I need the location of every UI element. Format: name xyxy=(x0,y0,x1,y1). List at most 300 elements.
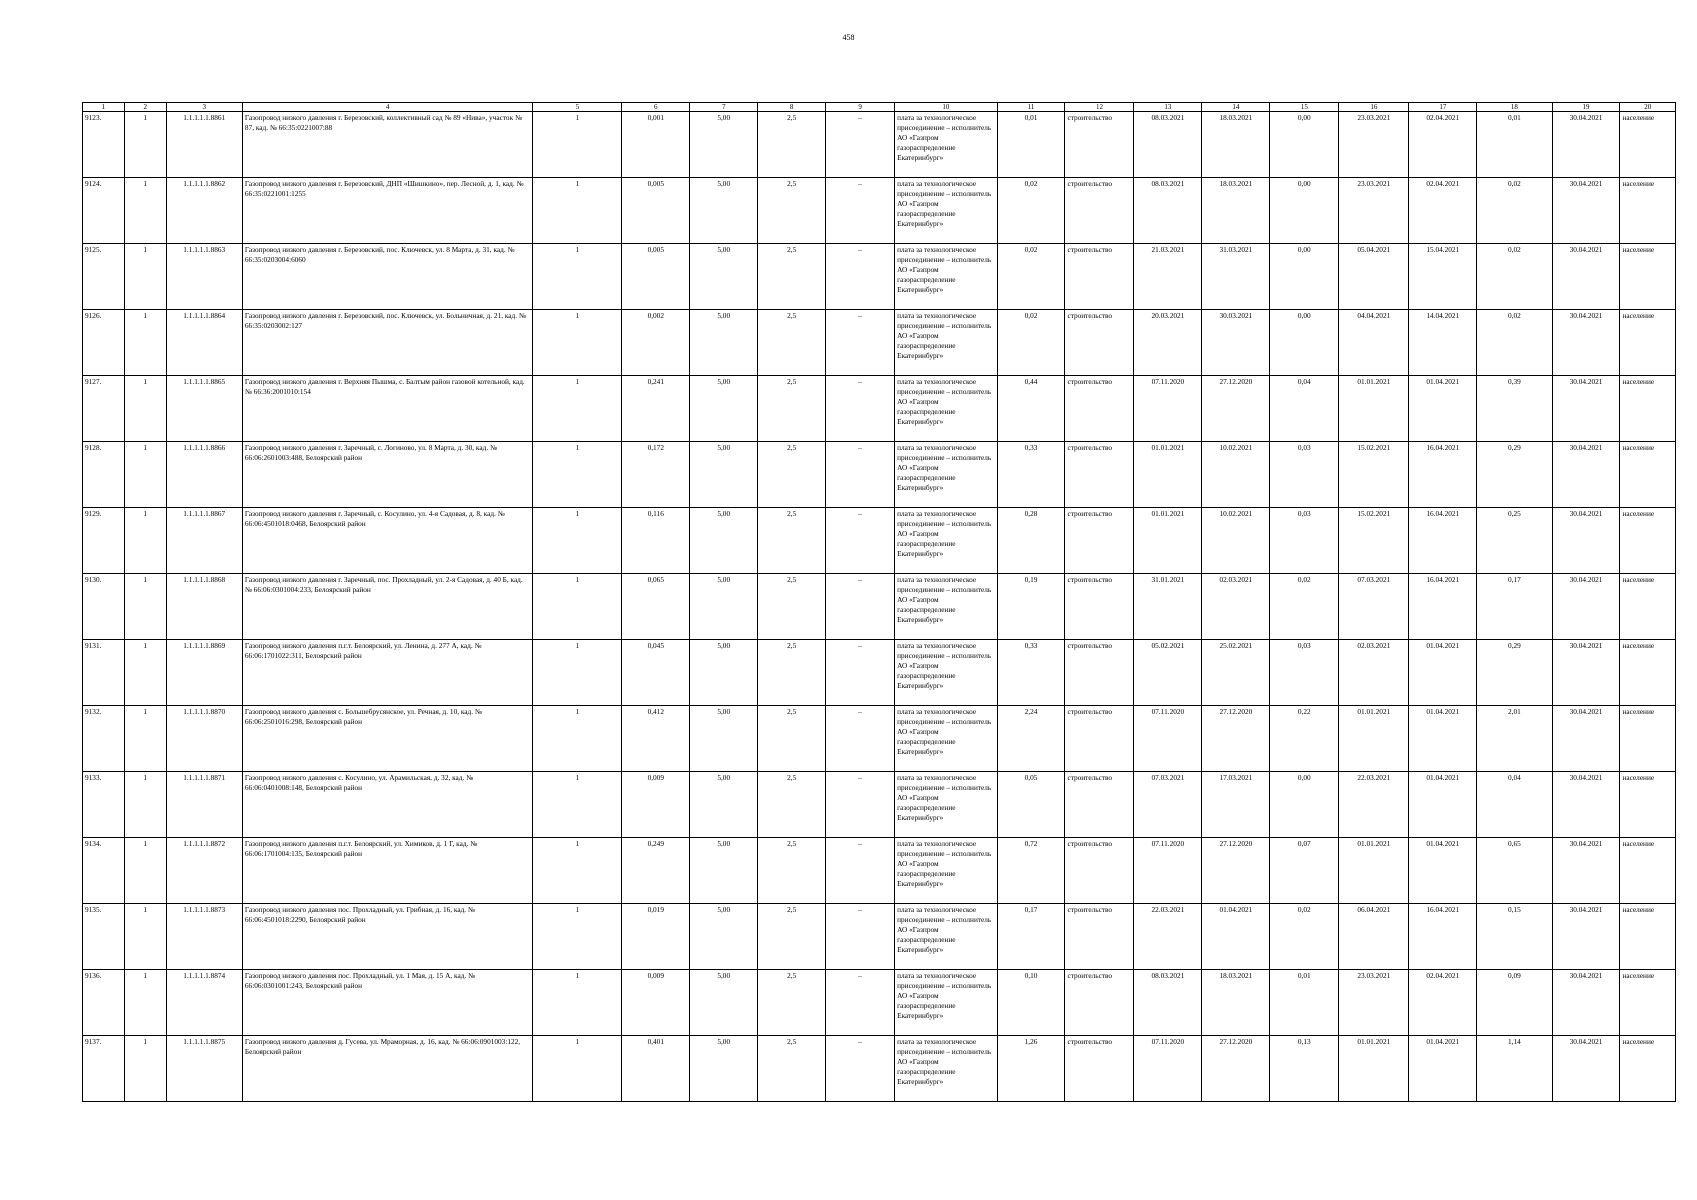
col5-cell: 1 xyxy=(533,178,622,244)
col7-cell: 5,00 xyxy=(690,904,758,970)
investment-program-table xyxy=(82,102,1676,1102)
work-type-cell: строительство xyxy=(1065,904,1134,970)
length-cell: 0,001 xyxy=(622,112,690,178)
cost-cell: 0,44 xyxy=(997,376,1065,442)
date-start-build-cell: 15.02.2021 xyxy=(1339,508,1409,574)
col2-cell: 1 xyxy=(124,508,166,574)
date-end-build-cell: 02.04.2021 xyxy=(1409,970,1477,1036)
project-name-cell: Газопровод низкого давления пос. Прохладный, ул. Грибная, д. 16, кад. № 66:06:4501018:2290, Белоярский район xyxy=(242,904,533,970)
work-type-cell: строительство xyxy=(1065,838,1134,904)
funding-source-cell: плата за технологическое присоединение – исполнитель АО «Газпром газораспределение Екатеринбург» xyxy=(895,838,997,904)
col2-cell: 1 xyxy=(124,244,166,310)
project-name-cell: Газопровод низкого давления г. Березовский, коллективный сад № 89 «Нива», участок № 87, кад. № 66:35:0221007:88 xyxy=(242,112,533,178)
col2-cell: 1 xyxy=(124,904,166,970)
project-code-cell: 1.1.1.1.1.8868 xyxy=(166,574,242,640)
row-number-cell: 9132. xyxy=(83,706,125,772)
date-end-build-cell: 01.04.2021 xyxy=(1409,838,1477,904)
col5-cell: 1 xyxy=(533,376,622,442)
col5-cell: 1 xyxy=(533,970,622,1036)
col8-cell: 2,5 xyxy=(758,442,826,508)
work-type-cell: строительство xyxy=(1065,508,1134,574)
project-name-cell: Газопровод низкого давления г. Березовский, пос. Ключевск, ул. 8 Марта, д. 31, кад. № 66:35:0203004:6060 xyxy=(242,244,533,310)
column-number-header: 19 xyxy=(1552,103,1620,112)
commission-date-cell: 30.04.2021 xyxy=(1552,244,1620,310)
col2-cell: 1 xyxy=(124,178,166,244)
date-start-design-cell: 31.01.2021 xyxy=(1134,574,1202,640)
col9-cell: – xyxy=(826,310,895,376)
table-row xyxy=(83,310,1676,376)
funding-source-cell: плата за технологическое присоединение – исполнитель АО «Газпром газораспределение Екатеринбург» xyxy=(895,310,997,376)
purpose-cell: население xyxy=(1620,706,1676,772)
build-cost-cell: 0,39 xyxy=(1477,376,1552,442)
project-name-cell: Газопровод низкого давления п.г.т. Белоярский, ул. Ленина, д. 277 А, кад. № 66:06:1701022:311, Белоярский район xyxy=(242,640,533,706)
row-number-cell: 9126. xyxy=(83,310,125,376)
date-start-design-cell: 08.03.2021 xyxy=(1134,112,1202,178)
col8-cell: 2,5 xyxy=(758,970,826,1036)
commission-date-cell: 30.04.2021 xyxy=(1552,640,1620,706)
col9-cell: – xyxy=(826,1036,895,1102)
col2-cell: 1 xyxy=(124,706,166,772)
design-cost-cell: 0,00 xyxy=(1270,310,1339,376)
col5-cell: 1 xyxy=(533,1036,622,1102)
work-type-cell: строительство xyxy=(1065,706,1134,772)
col7-cell: 5,00 xyxy=(690,706,758,772)
col2-cell: 1 xyxy=(124,376,166,442)
col5-cell: 1 xyxy=(533,442,622,508)
purpose-cell: население xyxy=(1620,574,1676,640)
date-end-design-cell: 01.04.2021 xyxy=(1202,904,1270,970)
page-number: 458 xyxy=(842,33,855,42)
col7-cell: 5,00 xyxy=(690,508,758,574)
commission-date-cell: 30.04.2021 xyxy=(1552,574,1620,640)
col7-cell: 5,00 xyxy=(690,376,758,442)
col8-cell: 2,5 xyxy=(758,508,826,574)
date-start-build-cell: 22.03.2021 xyxy=(1339,772,1409,838)
date-start-build-cell: 23.03.2021 xyxy=(1339,970,1409,1036)
work-type-cell: строительство xyxy=(1065,640,1134,706)
design-cost-cell: 0,02 xyxy=(1270,904,1339,970)
column-number-header: 2 xyxy=(124,103,166,112)
date-start-build-cell: 01.01.2021 xyxy=(1339,376,1409,442)
date-end-build-cell: 01.04.2021 xyxy=(1409,376,1477,442)
commission-date-cell: 30.04.2021 xyxy=(1552,904,1620,970)
col9-cell: – xyxy=(826,376,895,442)
col8-cell: 2,5 xyxy=(758,178,826,244)
build-cost-cell: 0,29 xyxy=(1477,640,1552,706)
col8-cell: 2,5 xyxy=(758,904,826,970)
project-name-cell: Газопровод низкого давления пос. Прохладный, ул. 1 Мая, д. 15 А, кад. № 66:06:0301001:243, Белоярский район xyxy=(242,970,533,1036)
design-cost-cell: 0,03 xyxy=(1270,442,1339,508)
design-cost-cell: 0,03 xyxy=(1270,640,1339,706)
build-cost-cell: 0,15 xyxy=(1477,904,1552,970)
length-cell: 0,009 xyxy=(622,772,690,838)
build-cost-cell: 0,09 xyxy=(1477,970,1552,1036)
col9-cell: – xyxy=(826,904,895,970)
length-cell: 0,019 xyxy=(622,904,690,970)
build-cost-cell: 0,25 xyxy=(1477,508,1552,574)
column-number-header: 13 xyxy=(1134,103,1202,112)
commission-date-cell: 30.04.2021 xyxy=(1552,178,1620,244)
date-end-build-cell: 01.04.2021 xyxy=(1409,640,1477,706)
design-cost-cell: 0,13 xyxy=(1270,1036,1339,1102)
funding-source-cell: плата за технологическое присоединение – исполнитель АО «Газпром газораспределение Екатеринбург» xyxy=(895,112,997,178)
date-end-design-cell: 18.03.2021 xyxy=(1202,970,1270,1036)
design-cost-cell: 0,00 xyxy=(1270,772,1339,838)
project-code-cell: 1.1.1.1.1.8861 xyxy=(166,112,242,178)
project-name-cell: Газопровод низкого давления с. Большебрусянское, ул. Речная, д. 10, кад. № 66:06:2501016:298, Белоярский район xyxy=(242,706,533,772)
date-start-design-cell: 20.03.2021 xyxy=(1134,310,1202,376)
cost-cell: 2,24 xyxy=(997,706,1065,772)
commission-date-cell: 30.04.2021 xyxy=(1552,838,1620,904)
col2-cell: 1 xyxy=(124,772,166,838)
commission-date-cell: 30.04.2021 xyxy=(1552,508,1620,574)
date-start-design-cell: 01.01.2021 xyxy=(1134,508,1202,574)
build-cost-cell: 0,02 xyxy=(1477,244,1552,310)
row-number-cell: 9127. xyxy=(83,376,125,442)
col5-cell: 1 xyxy=(533,706,622,772)
date-start-design-cell: 22.03.2021 xyxy=(1134,904,1202,970)
date-start-design-cell: 07.11.2020 xyxy=(1134,706,1202,772)
col5-cell: 1 xyxy=(533,508,622,574)
funding-source-cell: плата за технологическое присоединение – исполнитель АО «Газпром газораспределение Екатеринбург» xyxy=(895,772,997,838)
funding-source-cell: плата за технологическое присоединение – исполнитель АО «Газпром газораспределение Екатеринбург» xyxy=(895,970,997,1036)
date-start-build-cell: 04.04.2021 xyxy=(1339,310,1409,376)
col2-cell: 1 xyxy=(124,838,166,904)
row-number-cell: 9130. xyxy=(83,574,125,640)
commission-date-cell: 30.04.2021 xyxy=(1552,376,1620,442)
project-code-cell: 1.1.1.1.1.8870 xyxy=(166,706,242,772)
cost-cell: 0,72 xyxy=(997,838,1065,904)
build-cost-cell: 0,02 xyxy=(1477,310,1552,376)
col9-cell: – xyxy=(826,442,895,508)
table-row xyxy=(83,508,1676,574)
design-cost-cell: 0,02 xyxy=(1270,574,1339,640)
col7-cell: 5,00 xyxy=(690,178,758,244)
project-code-cell: 1.1.1.1.1.8875 xyxy=(166,1036,242,1102)
date-end-build-cell: 01.04.2021 xyxy=(1409,706,1477,772)
project-code-cell: 1.1.1.1.1.8863 xyxy=(166,244,242,310)
date-end-design-cell: 30.03.2021 xyxy=(1202,310,1270,376)
column-number-header: 20 xyxy=(1620,103,1676,112)
date-end-build-cell: 01.04.2021 xyxy=(1409,772,1477,838)
column-number-header: 1 xyxy=(83,103,125,112)
col7-cell: 5,00 xyxy=(690,442,758,508)
col8-cell: 2,5 xyxy=(758,772,826,838)
col9-cell: – xyxy=(826,112,895,178)
row-number-cell: 9128. xyxy=(83,442,125,508)
project-code-cell: 1.1.1.1.1.8866 xyxy=(166,442,242,508)
design-cost-cell: 0,22 xyxy=(1270,706,1339,772)
col5-cell: 1 xyxy=(533,310,622,376)
col8-cell: 2,5 xyxy=(758,1036,826,1102)
date-end-design-cell: 27.12.2020 xyxy=(1202,706,1270,772)
length-cell: 0,045 xyxy=(622,640,690,706)
project-name-cell: Газопровод низкого давления с. Косулино, ул. Арамильская, д. 32, кад. № 66:06:0401008:148, Белоярский район xyxy=(242,772,533,838)
col8-cell: 2,5 xyxy=(758,376,826,442)
date-start-build-cell: 06.04.2021 xyxy=(1339,904,1409,970)
row-number-cell: 9135. xyxy=(83,904,125,970)
date-start-design-cell: 08.03.2021 xyxy=(1134,178,1202,244)
funding-source-cell: плата за технологическое присоединение – исполнитель АО «Газпром газораспределение Екатеринбург» xyxy=(895,376,997,442)
purpose-cell: население xyxy=(1620,112,1676,178)
build-cost-cell: 0,04 xyxy=(1477,772,1552,838)
col8-cell: 2,5 xyxy=(758,244,826,310)
date-end-design-cell: 25.02.2021 xyxy=(1202,640,1270,706)
table-row xyxy=(83,574,1676,640)
project-code-cell: 1.1.1.1.1.8865 xyxy=(166,376,242,442)
col5-cell: 1 xyxy=(533,112,622,178)
date-start-design-cell: 07.03.2021 xyxy=(1134,772,1202,838)
purpose-cell: население xyxy=(1620,772,1676,838)
date-start-build-cell: 05.04.2021 xyxy=(1339,244,1409,310)
date-start-design-cell: 01.01.2021 xyxy=(1134,442,1202,508)
table-row xyxy=(83,1036,1676,1102)
col9-cell: – xyxy=(826,508,895,574)
col5-cell: 1 xyxy=(533,838,622,904)
col9-cell: – xyxy=(826,244,895,310)
date-start-build-cell: 01.01.2021 xyxy=(1339,706,1409,772)
col2-cell: 1 xyxy=(124,112,166,178)
col5-cell: 1 xyxy=(533,904,622,970)
work-type-cell: строительство xyxy=(1065,442,1134,508)
purpose-cell: население xyxy=(1620,838,1676,904)
col7-cell: 5,00 xyxy=(690,640,758,706)
date-start-build-cell: 15.02.2021 xyxy=(1339,442,1409,508)
table-row xyxy=(83,376,1676,442)
design-cost-cell: 0,01 xyxy=(1270,970,1339,1036)
col9-cell: – xyxy=(826,838,895,904)
col7-cell: 5,00 xyxy=(690,244,758,310)
col7-cell: 5,00 xyxy=(690,772,758,838)
length-cell: 0,249 xyxy=(622,838,690,904)
cost-cell: 0,33 xyxy=(997,640,1065,706)
purpose-cell: население xyxy=(1620,376,1676,442)
column-number-header: 8 xyxy=(758,103,826,112)
funding-source-cell: плата за технологическое присоединение – исполнитель АО «Газпром газораспределение Екатеринбург» xyxy=(895,178,997,244)
project-code-cell: 1.1.1.1.1.8869 xyxy=(166,640,242,706)
project-name-cell: Газопровод низкого давления д. Гусева, ул. Мраморная, д. 16, кад. № 66:06:0901003:122, Белоярский район xyxy=(242,1036,533,1102)
purpose-cell: население xyxy=(1620,244,1676,310)
date-end-build-cell: 16.04.2021 xyxy=(1409,574,1477,640)
col2-cell: 1 xyxy=(124,310,166,376)
cost-cell: 0,02 xyxy=(997,178,1065,244)
commission-date-cell: 30.04.2021 xyxy=(1552,442,1620,508)
work-type-cell: строительство xyxy=(1065,310,1134,376)
col8-cell: 2,5 xyxy=(758,310,826,376)
col8-cell: 2,5 xyxy=(758,112,826,178)
purpose-cell: население xyxy=(1620,508,1676,574)
work-type-cell: строительство xyxy=(1065,574,1134,640)
column-number-header: 7 xyxy=(690,103,758,112)
work-type-cell: строительство xyxy=(1065,112,1134,178)
funding-source-cell: плата за технологическое присоединение – исполнитель АО «Газпром газораспределение Екатеринбург» xyxy=(895,706,997,772)
project-code-cell: 1.1.1.1.1.8874 xyxy=(166,970,242,1036)
date-end-build-cell: 14.04.2021 xyxy=(1409,310,1477,376)
project-name-cell: Газопровод низкого давления г. Заречный, с. Логиново, ул. 8 Марта, д. 30, кад. № 66:06:2601003:488, Белоярский район xyxy=(242,442,533,508)
design-cost-cell: 0,07 xyxy=(1270,838,1339,904)
date-end-design-cell: 27.12.2020 xyxy=(1202,838,1270,904)
col9-cell: – xyxy=(826,706,895,772)
col2-cell: 1 xyxy=(124,970,166,1036)
date-start-design-cell: 07.11.2020 xyxy=(1134,838,1202,904)
col9-cell: – xyxy=(826,178,895,244)
date-start-design-cell: 08.03.2021 xyxy=(1134,970,1202,1036)
col7-cell: 5,00 xyxy=(690,970,758,1036)
commission-date-cell: 30.04.2021 xyxy=(1552,112,1620,178)
col2-cell: 1 xyxy=(124,442,166,508)
purpose-cell: население xyxy=(1620,970,1676,1036)
date-end-build-cell: 16.04.2021 xyxy=(1409,442,1477,508)
purpose-cell: население xyxy=(1620,640,1676,706)
length-cell: 0,002 xyxy=(622,310,690,376)
work-type-cell: строительство xyxy=(1065,772,1134,838)
date-end-build-cell: 01.04.2021 xyxy=(1409,1036,1477,1102)
funding-source-cell: плата за технологическое присоединение – исполнитель АО «Газпром газораспределение Екатеринбург» xyxy=(895,442,997,508)
date-end-design-cell: 10.02.2021 xyxy=(1202,442,1270,508)
date-end-build-cell: 16.04.2021 xyxy=(1409,904,1477,970)
col5-cell: 1 xyxy=(533,244,622,310)
date-start-design-cell: 21.03.2021 xyxy=(1134,244,1202,310)
funding-source-cell: плата за технологическое присоединение – исполнитель АО «Газпром газораспределение Екатеринбург» xyxy=(895,904,997,970)
col5-cell: 1 xyxy=(533,640,622,706)
col7-cell: 5,00 xyxy=(690,574,758,640)
date-start-build-cell: 23.03.2021 xyxy=(1339,178,1409,244)
column-number-header: 3 xyxy=(166,103,242,112)
build-cost-cell: 0,01 xyxy=(1477,112,1552,178)
commission-date-cell: 30.04.2021 xyxy=(1552,1036,1620,1102)
purpose-cell: население xyxy=(1620,442,1676,508)
column-number-header: 4 xyxy=(242,103,533,112)
col9-cell: – xyxy=(826,970,895,1036)
date-start-build-cell: 01.01.2021 xyxy=(1339,1036,1409,1102)
date-start-build-cell: 23.03.2021 xyxy=(1339,112,1409,178)
col9-cell: – xyxy=(826,640,895,706)
column-number-header: 18 xyxy=(1477,103,1552,112)
project-code-cell: 1.1.1.1.1.8873 xyxy=(166,904,242,970)
table-row xyxy=(83,970,1676,1036)
date-end-build-cell: 02.04.2021 xyxy=(1409,178,1477,244)
col7-cell: 5,00 xyxy=(690,1036,758,1102)
funding-source-cell: плата за технологическое присоединение – исполнитель АО «Газпром газораспределение Екатеринбург» xyxy=(895,1036,997,1102)
funding-source-cell: плата за технологическое присоединение – исполнитель АО «Газпром газораспределение Екатеринбург» xyxy=(895,508,997,574)
design-cost-cell: 0,03 xyxy=(1270,508,1339,574)
project-name-cell: Газопровод низкого давления г. Заречный, пос. Прохладный, ул. 2-я Садовая, д. 40 Б, кад. № 66:06:0301004:233, Белоярский район xyxy=(242,574,533,640)
table-row xyxy=(83,442,1676,508)
table-row xyxy=(83,640,1676,706)
column-number-header: 12 xyxy=(1065,103,1134,112)
col7-cell: 5,00 xyxy=(690,112,758,178)
date-end-design-cell: 27.12.2020 xyxy=(1202,1036,1270,1102)
length-cell: 0,005 xyxy=(622,244,690,310)
column-number-header: 15 xyxy=(1270,103,1339,112)
column-number-header: 10 xyxy=(895,103,997,112)
col5-cell: 1 xyxy=(533,772,622,838)
table-row xyxy=(83,112,1676,178)
funding-source-cell: плата за технологическое присоединение – исполнитель АО «Газпром газораспределение Екатеринбург» xyxy=(895,640,997,706)
column-number-header: 11 xyxy=(997,103,1065,112)
length-cell: 0,009 xyxy=(622,970,690,1036)
table-row xyxy=(83,706,1676,772)
build-cost-cell: 1,14 xyxy=(1477,1036,1552,1102)
column-number-header: 16 xyxy=(1339,103,1409,112)
work-type-cell: строительство xyxy=(1065,376,1134,442)
col8-cell: 2,5 xyxy=(758,706,826,772)
work-type-cell: строительство xyxy=(1065,178,1134,244)
col5-cell: 1 xyxy=(533,574,622,640)
column-number-header: 9 xyxy=(826,103,895,112)
project-name-cell: Газопровод низкого давления г. Верхняя Пышма, с. Балтым район газовой котельной, кад. № 66:36:2001010:154 xyxy=(242,376,533,442)
col9-cell: – xyxy=(826,772,895,838)
column-number-header: 14 xyxy=(1202,103,1270,112)
purpose-cell: население xyxy=(1620,904,1676,970)
date-end-build-cell: 16.04.2021 xyxy=(1409,508,1477,574)
date-start-design-cell: 07.11.2020 xyxy=(1134,376,1202,442)
design-cost-cell: 0,00 xyxy=(1270,244,1339,310)
row-number-cell: 9131. xyxy=(83,640,125,706)
build-cost-cell: 0,17 xyxy=(1477,574,1552,640)
column-number-header: 6 xyxy=(622,103,690,112)
project-name-cell: Газопровод низкого давления п.г.т. Белоярский, ул. Химиков, д. 1 Г, кад. № 66:06:1701004:135, Белоярский район xyxy=(242,838,533,904)
date-start-build-cell: 07.03.2021 xyxy=(1339,574,1409,640)
project-code-cell: 1.1.1.1.1.8862 xyxy=(166,178,242,244)
table-row xyxy=(83,244,1676,310)
table-row xyxy=(83,838,1676,904)
col2-cell: 1 xyxy=(124,574,166,640)
work-type-cell: строительство xyxy=(1065,970,1134,1036)
col2-cell: 1 xyxy=(124,640,166,706)
row-number-cell: 9136. xyxy=(83,970,125,1036)
length-cell: 0,401 xyxy=(622,1036,690,1102)
date-end-design-cell: 02.03.2021 xyxy=(1202,574,1270,640)
funding-source-cell: плата за технологическое присоединение – исполнитель АО «Газпром газораспределение Екатеринбург» xyxy=(895,574,997,640)
date-end-build-cell: 02.04.2021 xyxy=(1409,112,1477,178)
purpose-cell: население xyxy=(1620,1036,1676,1102)
project-code-cell: 1.1.1.1.1.8867 xyxy=(166,508,242,574)
col9-cell: – xyxy=(826,574,895,640)
table-row xyxy=(83,772,1676,838)
project-code-cell: 1.1.1.1.1.8864 xyxy=(166,310,242,376)
design-cost-cell: 0,00 xyxy=(1270,178,1339,244)
col8-cell: 2,5 xyxy=(758,574,826,640)
col8-cell: 2,5 xyxy=(758,838,826,904)
length-cell: 0,412 xyxy=(622,706,690,772)
commission-date-cell: 30.04.2021 xyxy=(1552,706,1620,772)
cost-cell: 0,02 xyxy=(997,310,1065,376)
design-cost-cell: 0,04 xyxy=(1270,376,1339,442)
date-start-design-cell: 05.02.2021 xyxy=(1134,640,1202,706)
date-start-build-cell: 01.01.2021 xyxy=(1339,838,1409,904)
purpose-cell: население xyxy=(1620,178,1676,244)
date-start-design-cell: 07.11.2020 xyxy=(1134,1036,1202,1102)
date-end-build-cell: 15.04.2021 xyxy=(1409,244,1477,310)
work-type-cell: строительство xyxy=(1065,1036,1134,1102)
column-number-row xyxy=(83,103,1676,112)
build-cost-cell: 0,02 xyxy=(1477,178,1552,244)
date-end-design-cell: 17.03.2021 xyxy=(1202,772,1270,838)
column-number-header: 17 xyxy=(1409,103,1477,112)
col7-cell: 5,00 xyxy=(690,310,758,376)
project-name-cell: Газопровод низкого давления г. Березовский, пос. Ключевск, ул. Больничная, д. 21, кад. № 66:35:0203002:127 xyxy=(242,310,533,376)
date-start-build-cell: 02.03.2021 xyxy=(1339,640,1409,706)
build-cost-cell: 2,01 xyxy=(1477,706,1552,772)
col7-cell: 5,00 xyxy=(690,838,758,904)
cost-cell: 0,10 xyxy=(997,970,1065,1036)
cost-cell: 0,28 xyxy=(997,508,1065,574)
cost-cell: 1,26 xyxy=(997,1036,1065,1102)
row-number-cell: 9134. xyxy=(83,838,125,904)
date-end-design-cell: 10.02.2021 xyxy=(1202,508,1270,574)
cost-cell: 0,19 xyxy=(997,574,1065,640)
